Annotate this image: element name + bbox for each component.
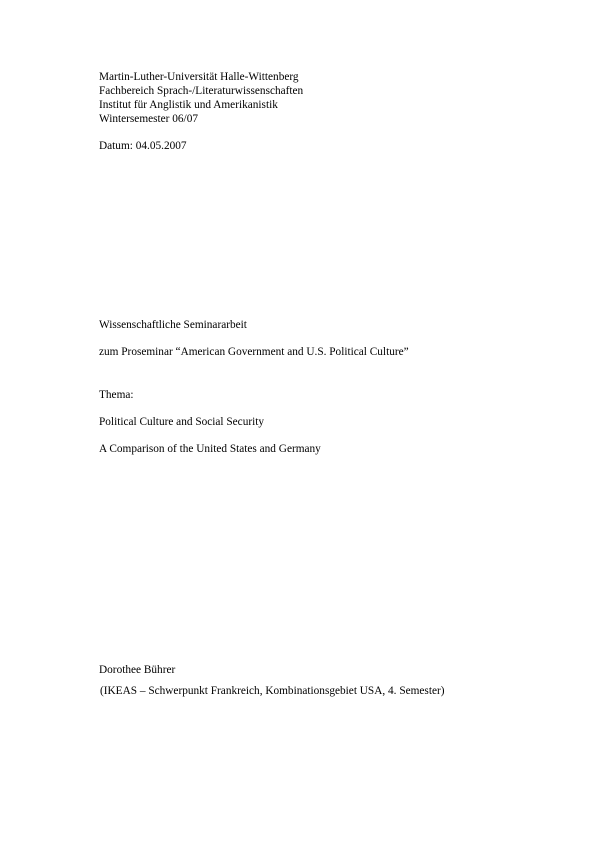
university-name: Martin-Luther-Universität Halle-Wittenberg	[99, 71, 299, 83]
paper-title: Political Culture and Social Security	[99, 416, 265, 428]
paper-subtitle: A Comparison of the United States and Germany	[99, 443, 321, 455]
author-name: Dorothee Bührer	[99, 664, 176, 676]
institute-name: Institut für Anglistik und Amerikanistik	[99, 99, 278, 111]
theme-label: Thema:	[99, 389, 134, 401]
author-affiliation: (IKEAS – Schwerpunkt Frankreich, Kombinationsgebiet USA, 4. Semester)	[100, 685, 445, 697]
department-name: Fachbereich Sprach-/Literaturwissenschaften	[99, 85, 304, 97]
course-name: zum Proseminar “American Government and U.S. Political Culture”	[99, 346, 409, 358]
work-type: Wissenschaftliche Seminararbeit	[99, 319, 247, 331]
semester: Wintersemester 06/07	[99, 113, 198, 125]
submission-date: Datum: 04.05.2007	[99, 140, 187, 152]
